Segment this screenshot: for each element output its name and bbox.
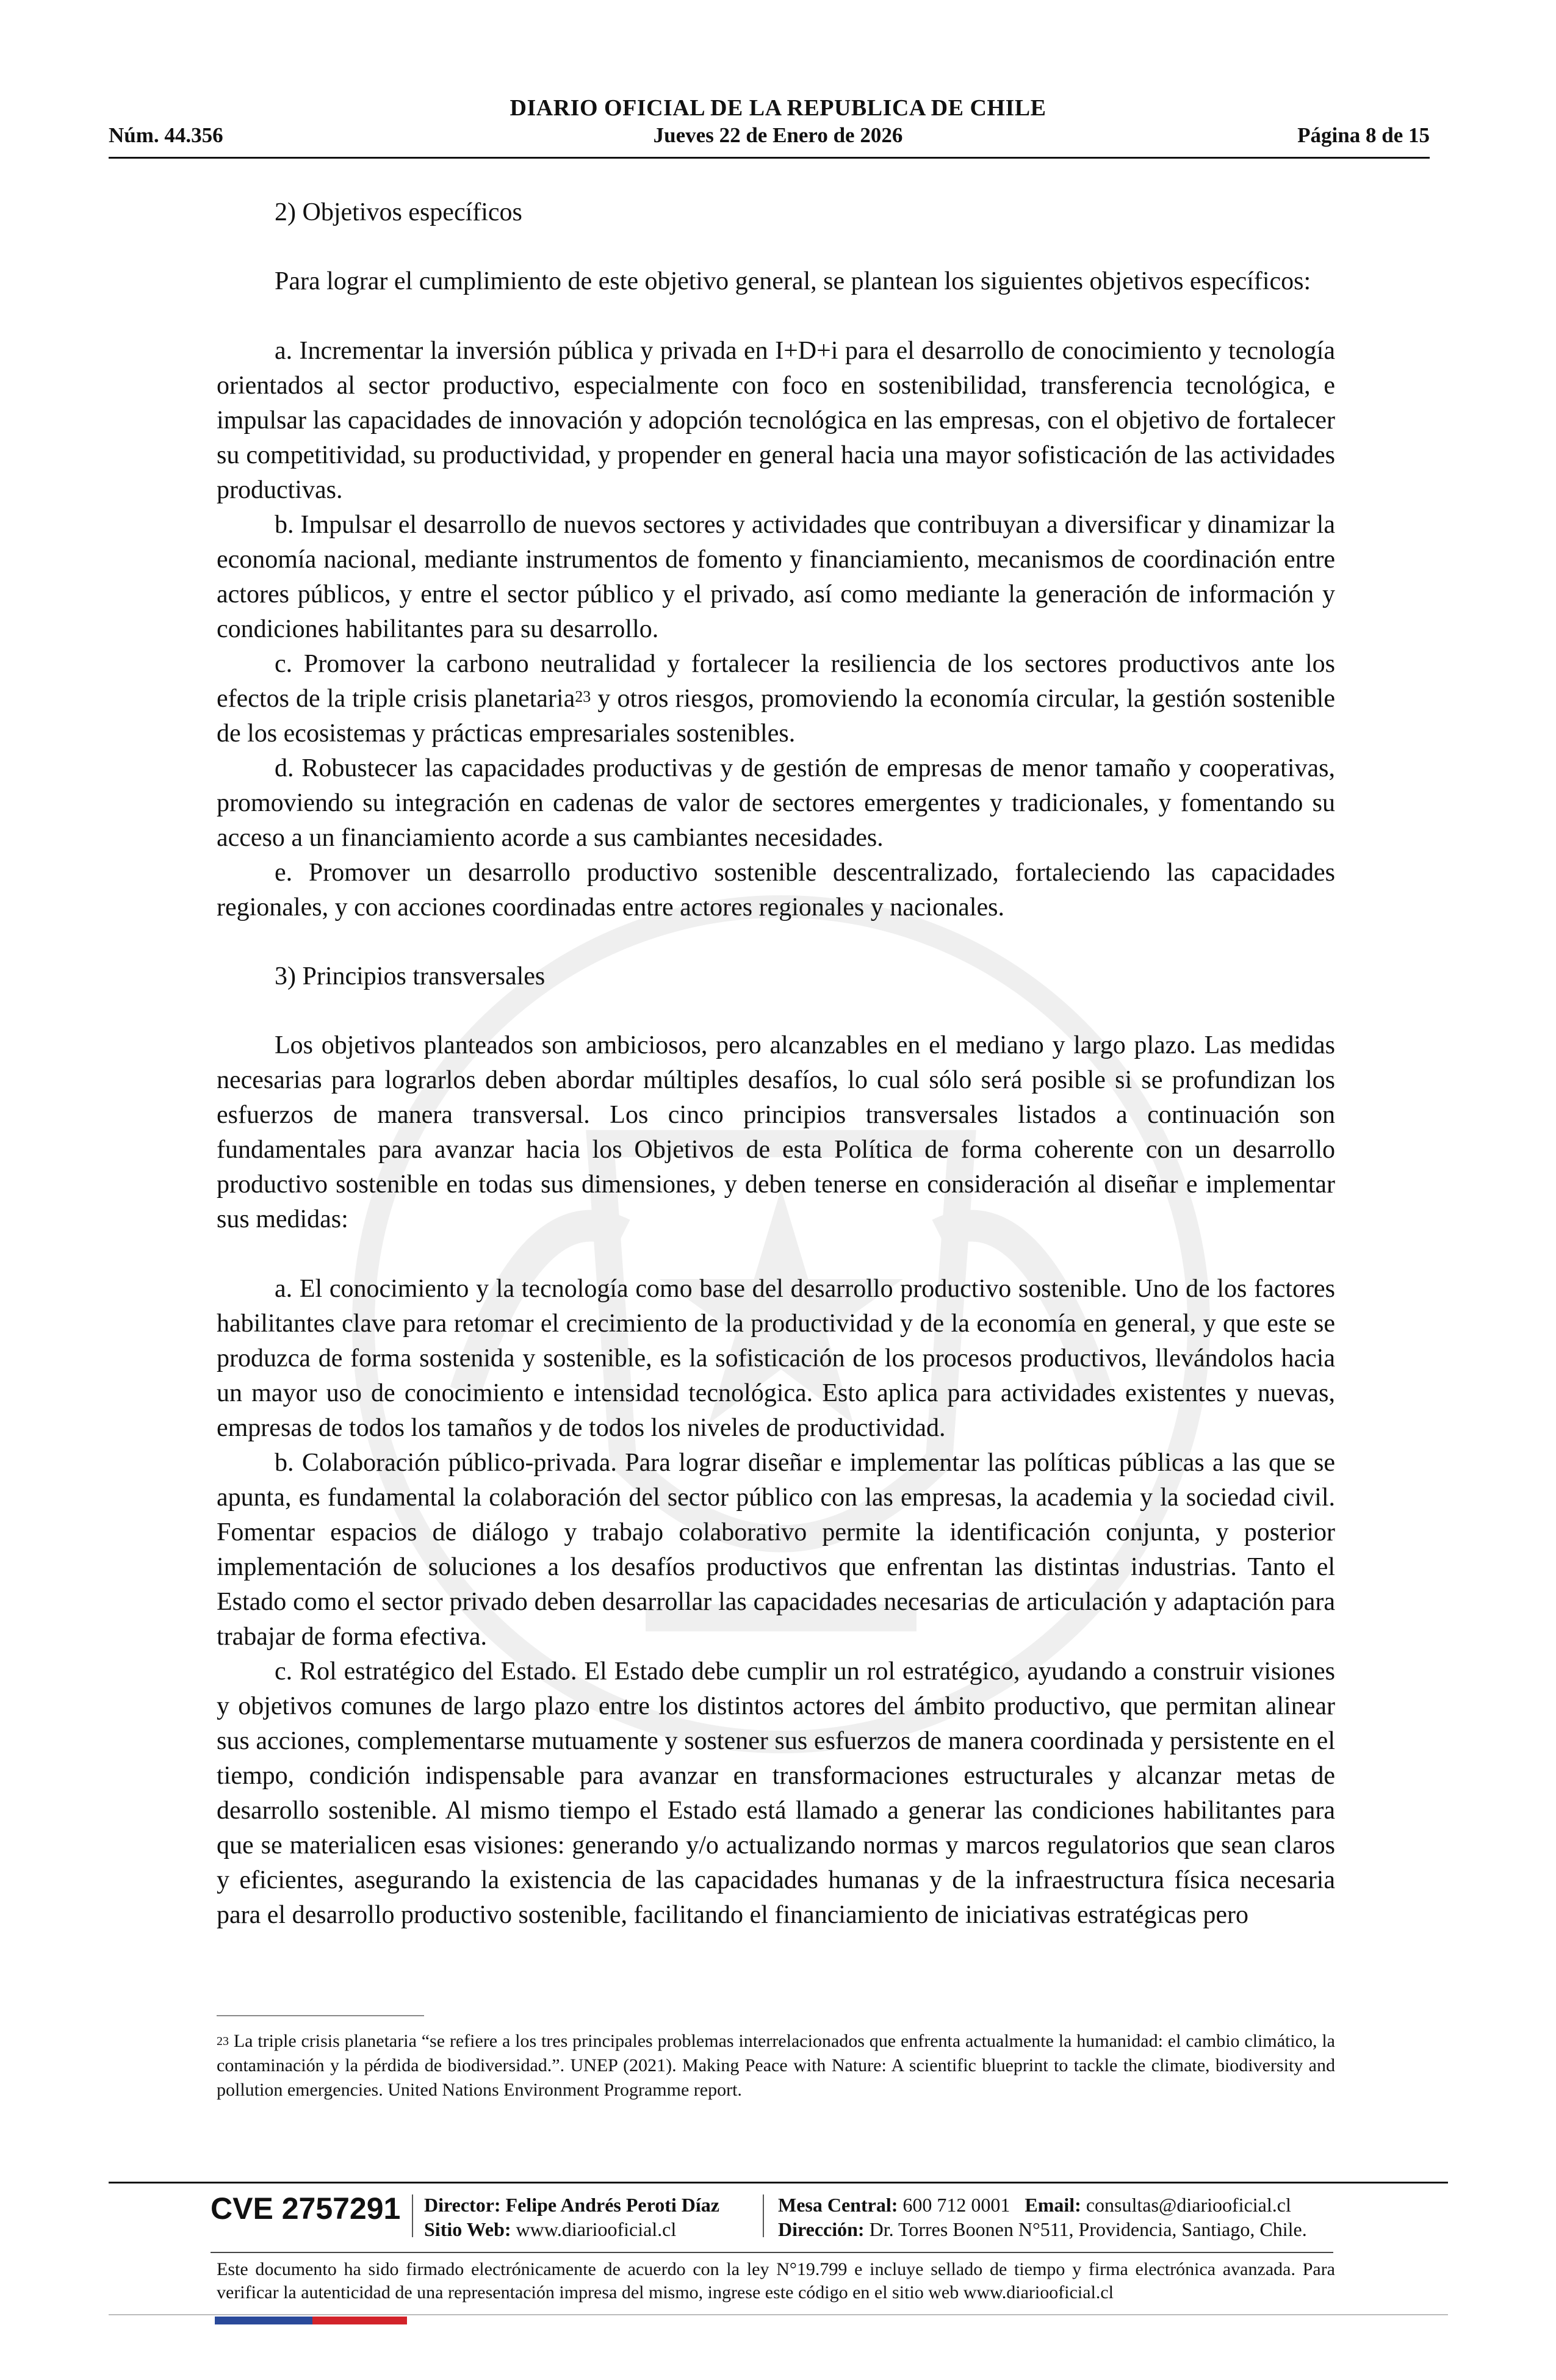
flag-stripe-blue <box>215 2317 312 2324</box>
issue-number: Núm. 44.356 <box>109 123 223 147</box>
legal-notice: Este documento ha sido firmado electrónicamente de acuerdo con la ley N°19.799 e incluye sellado de tiempo y firma electrónica avanzada. Para verificar la autenticidad de una representación impresa del mismo, ingrese este código en el sitio web www.diariooficial.cl <box>217 2259 1335 2302</box>
list-item-objetivo-e: e. Promover un desarrollo productivo sostenible descentralizado, fortaleciendo las capacidades regionales, y con acciones coordinadas entre actores regionales y nacionales. <box>217 859 1335 921</box>
flag-stripe-red <box>312 2317 407 2324</box>
objetivo-c-text-end: y otros riesgos, promoviendo la economía circular, la gestión sostenible de los ecosistemas y prácticas empresariales sostenibles. <box>217 685 1335 748</box>
footnote <box>217 2029 1335 2102</box>
list-item-objetivo-c <box>217 647 1335 751</box>
list-item-objetivo-b: b. Impulsar el desarrollo de nuevos sectores y actividades que contribuyan a diversificar y dinamizar la economía nacional, mediante instrumentos de fomento y financiamiento, mecanismos de coordinación entre actores públicos, y entre el sector público y el privado, así como mediante la generación de información y condiciones habilitantes para su desarrollo. <box>217 511 1335 643</box>
address-value: Dr. Torres Boonen N°511, Providencia, Santiago, Chile. <box>869 2218 1307 2240</box>
header-divider <box>109 157 1430 159</box>
footer-divider-bottom <box>109 2314 1448 2315</box>
footnote-number: 23 <box>217 2035 229 2048</box>
footer-divider-mid <box>211 2252 1333 2253</box>
document-body <box>217 195 1335 1933</box>
footer-separator <box>412 2194 413 2237</box>
section-heading-objetivos: 2) Objetivos específicos <box>275 198 522 226</box>
list-item-objetivo-d: d. Robustecer las capacidades productivas y de gestión de empresas de menor tamaño y cooperativas, promoviendo su integración en cadenas de valor de sectores emergentes y tradicionales, y fomentando su acceso a un financiamiento acorde a sus cambiantes necesidades. <box>217 754 1335 852</box>
director-label: Director: <box>424 2194 501 2216</box>
issue-date: Jueves 22 de Enero de 2026 <box>653 123 903 147</box>
paragraph-objetivos-intro: Para lograr el cumplimiento de este objetivo general, se plantean los siguientes objetivos específicos: <box>275 267 1311 295</box>
list-item-principio-b: b. Colaboración público-privada. Para lograr diseñar e implementar las políticas públicas a las que se apunta, es fundamental la colaboración del sector público con las empresas, la academia y la sociedad civil. Fomentar espacios de diálogo y trabajo colaborativo permite la identificación conjunta, y posterior implementación de soluciones a los desafíos productivos que enfrentan las distintas industrias. Tanto el Estado como el sector privado deben desarrollar las capacidades necesarias de articulación y adaptación para trabajar de forma efectiva. <box>217 1449 1335 1651</box>
list-item-objetivo-a: a. Incrementar la inversión pública y privada en I+D+i para el desarrollo de conocimiento y tecnología orientados al sector productivo, especialmente con foco en sostenibilidad, transferencia tecnológica, e impulsar las capacidades de innovación y adopción tecnológica en las empresas, con el objetivo de fortalecer su competitividad, su productividad, y propender en general hacia una mayor sofisticación de las actividades productivas. <box>217 337 1335 504</box>
footer-divider-top <box>109 2182 1448 2183</box>
footnote-text: La triple crisis planetaria “se refiere a los tres principales problemas interrelacionados que enfrenta actualmente la humanidad: el cambio climático, la contaminación y la pérdida de biodiversidad.”. UNEP (2021). Making Peace with Nature: A scientific blueprint to tackle the climate, biodiversity and pollution emergencies. United Nations Environment Programme report. <box>217 2031 1335 2100</box>
paragraph-principios-intro: Los objetivos planteados son ambiciosos, pero alcanzables en el mediano y largo plazo. Las medidas necesarias para lograrlos deben abordar múltiples desafíos, lo cual sólo será posible si se profundizan los esfuerzos de manera transversal. Los cinco principios transversales listados a continuación son fundamentales para avanzar hacia los Objetivos de esta Política de forma coherente con un desarrollo productivo sostenible en todas sus dimensiones, y deben tenerse en consideración al diseñar e implementar sus medidas: <box>217 1031 1335 1233</box>
email-link[interactable]: consultas@diariooficial.cl <box>1086 2194 1291 2216</box>
cve-code: CVE 2757291 <box>211 2191 401 2226</box>
list-item-principio-c: c. Rol estratégico del Estado. El Estado debe cumplir un rol estratégico, ayudando a construir visiones y objetivos comunes de largo plazo entre los distintos actores del ámbito productivo, que permitan alinear sus acciones, complementarse mutuamente y sostener sus esfuerzos de manera coordinada y persistente en el tiempo, condición indispensable para avanzar en transformaciones estructurales y alcanzar metas de desarrollo sostenible. Al mismo tiempo el Estado está llamado a generar las condiciones habilitantes para que se materialicen esas visiones: generando y/o actualizando normas y marcos regulatorios que sean claros y eficientes, asegurando la existencia de las capacidades humanas y de la infraestructura física necesaria para el desarrollo productivo sostenible, facilitando el financiamiento de iniciativas estratégicas pero <box>217 1657 1335 1929</box>
email-label: Email: <box>1025 2194 1081 2216</box>
newspaper-title: DIARIO OFICIAL DE LA REPUBLICA DE CHILE <box>510 95 1046 121</box>
objetivo-c-text-start: c. Promover la carbono neutralidad y fortalecer la resiliencia de los sectores productivos ante los efectos de la triple crisis planetaria <box>217 650 1335 713</box>
phone-label: Mesa Central: <box>778 2194 898 2216</box>
footer-director-block <box>424 2193 719 2241</box>
address-label: Dirección: <box>778 2218 865 2240</box>
footnote-reference[interactable]: 23 <box>575 688 591 705</box>
website-link[interactable]: www.diariooficial.cl <box>516 2218 677 2240</box>
website-label: Sitio Web: <box>424 2218 511 2240</box>
director-name: Felipe Andrés Peroti Díaz <box>505 2194 719 2216</box>
page-number: Página 8 de 15 <box>1297 123 1430 147</box>
list-item-principio-a: a. El conocimiento y la tecnología como base del desarrollo productivo sostenible. Uno de los factores habilitantes clave para retomar el crecimiento de la productividad y de la economía en general, y que este se produzca de forma sostenida y sostenible, es la sofisticación de los procesos productivos, llevándolos hacia un mayor uso de conocimiento e intensidad tecnológica. Esto aplica para actividades existentes y nuevas, empresas de todos los tamaños y de todos los niveles de productividad. <box>217 1275 1335 1442</box>
footer-separator <box>763 2194 764 2237</box>
phone-number: 600 712 0001 <box>902 2194 1010 2216</box>
footnote-divider <box>217 2015 424 2016</box>
section-heading-principios: 3) Principios transversales <box>275 962 546 990</box>
footer-contact-block <box>778 2193 1307 2241</box>
